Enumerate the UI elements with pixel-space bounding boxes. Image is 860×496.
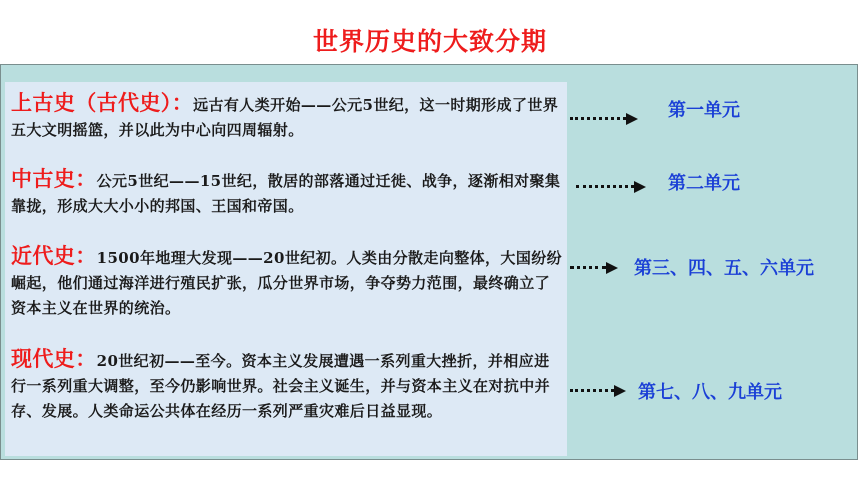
period-ancient-name: 上古史（古代史）： (11, 90, 194, 115)
unit-ancient: 第一单元 (668, 100, 740, 121)
period-medieval-name: 中古史： (11, 166, 97, 191)
arrow-contemporary (570, 383, 626, 397)
unit-medieval: 第二单元 (668, 173, 740, 194)
period-contemporary-name: 现代史： (11, 346, 97, 371)
unit-modern: 第三、四、五、六单元 (634, 258, 814, 279)
arrow-head-icon (614, 385, 626, 397)
period-medieval (11, 166, 563, 219)
arrow-head-icon (606, 262, 618, 274)
period-modern-name: 近代史： (11, 243, 97, 268)
period-contemporary-desc: 20世纪初——至今。资本主义发展遭遇一系列重大挫折，并相应进行一系列重大调整，至今仍影响世界。社会主义诞生，并与资本主义在对抗中并存、发展。人类命运公共体在经历一系列严重灾难后日益显现。 (11, 352, 551, 420)
arrow-head-icon (634, 181, 646, 193)
arrow-head-icon (626, 113, 638, 125)
period-modern-desc: 1500年地理大发现——20世纪初。人类由分散走向整体，大国纷纷崛起，他们通过海洋进行殖民扩张，瓜分世界市场，争夺势力范围，最终确立了资本主义在世界的统治。 (11, 249, 563, 317)
arrow-medieval (576, 179, 646, 193)
period-modern (11, 243, 563, 321)
period-contemporary (11, 346, 563, 424)
arrow-ancient (570, 111, 638, 125)
page-title: 世界历史的大致分期 (312, 27, 547, 56)
arrow-modern (570, 260, 618, 274)
period-ancient (11, 90, 563, 143)
period-medieval-desc: 公元5世纪——15世纪，散居的部落通过迁徙、战争，逐渐相对聚集靠拢，形成大大小小的邦国、王国和帝国。 (11, 172, 561, 215)
period-ancient-desc: 远古有人类开始——公元5世纪，这一时期形成了世界五大文明摇篮，并以此为中心向四周辐射。 (11, 96, 559, 139)
unit-contemporary: 第七、八、九单元 (638, 382, 782, 403)
